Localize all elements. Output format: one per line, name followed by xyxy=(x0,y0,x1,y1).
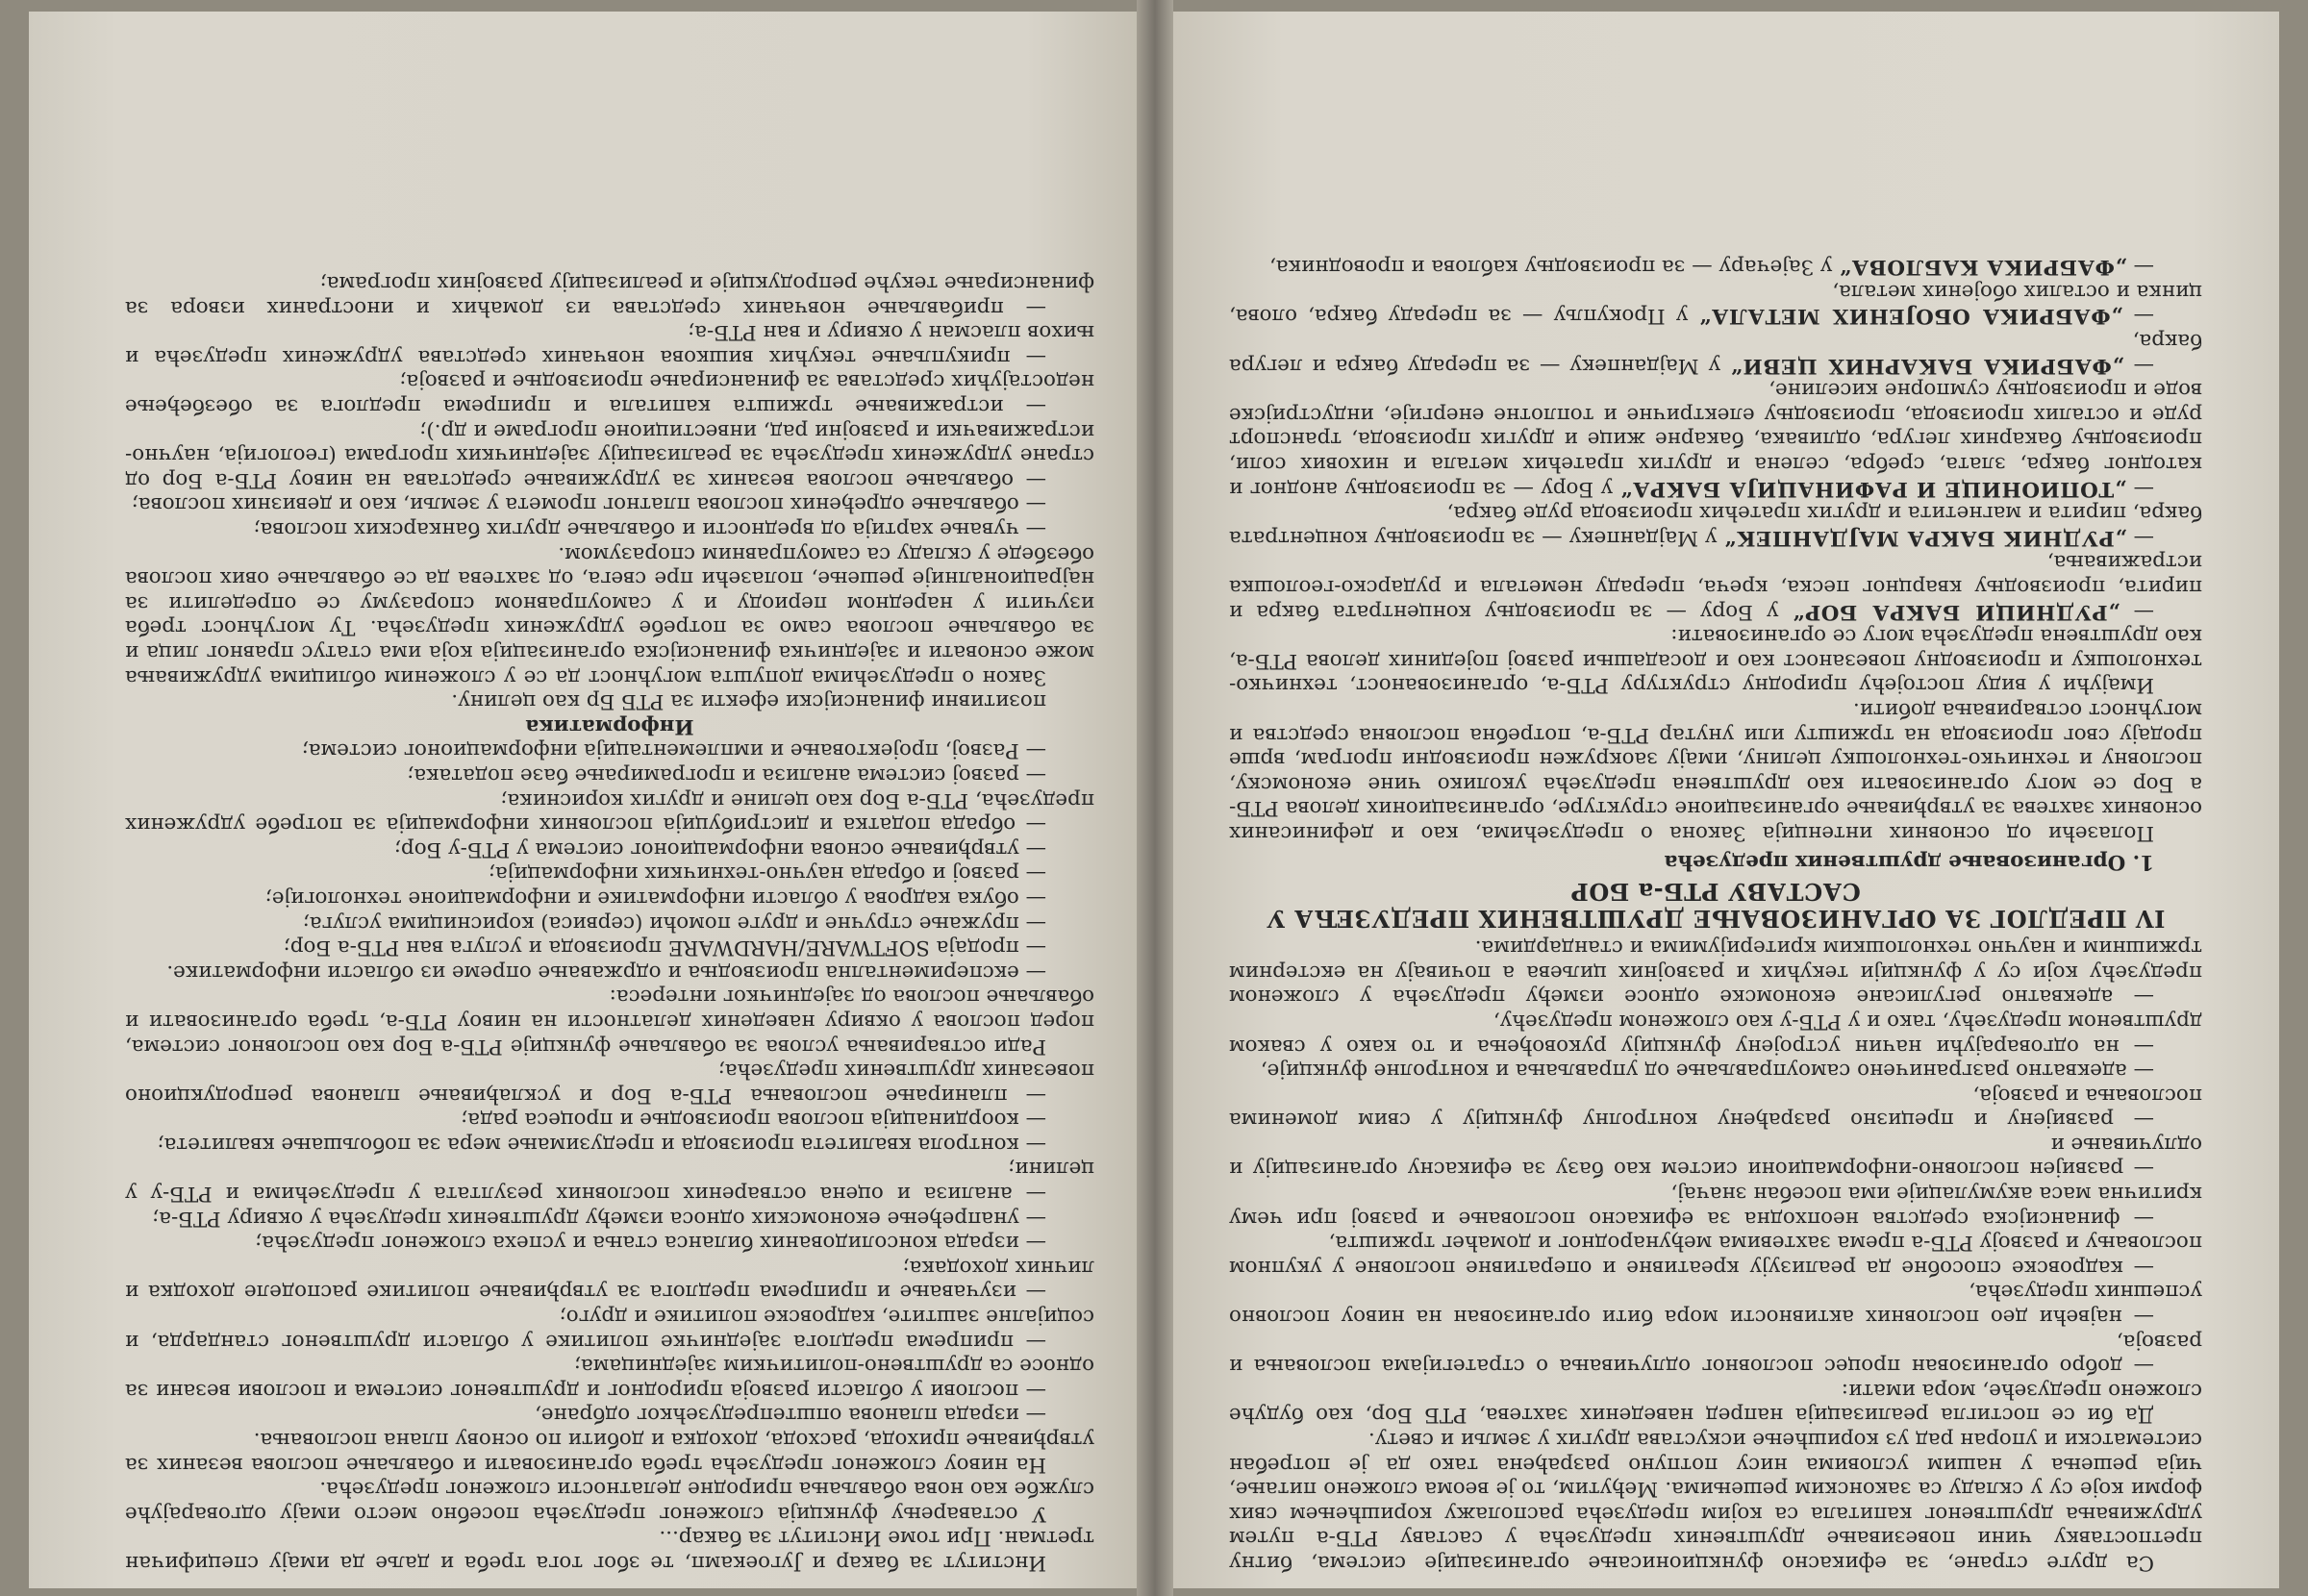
unit-description: у Бору — за производњу концентрата бакра и пирита, производњу кварцног песка, креча, прераду неметала и рударско-геолошка истраживања, xyxy=(1229,550,2202,624)
paragraph: — прикупљање текућих вишкова новчаних средстава удружених предузећа и њихов пласман у оквиру и ван РТБ-а; xyxy=(125,320,1094,369)
paragraph: — обављање послова везаних за удруживање средстава на нивоу РТБ-а Бор од стране удружених предузећа за реализацију заједничких програма (геологија, научно-истраживачки и развојни рад, инвестиционе програме и др.); xyxy=(125,418,1094,492)
unit-name: „ФАБРИКА БАКАРНИХ ЦЕВИ“ xyxy=(1730,353,2124,378)
unit-description: у Бору — за производњу анодног и катодног бакра, злата, сребра, селена и других пратећих метала и нихових соли, производњу бакарних легура, одливака, бакарне жице и других производа, транспорт руде и осталих производа, производњу електричне и топлотне енергије, индустријске воде и производњу сумпорне киселине, xyxy=(1229,378,2202,501)
paragraph: — послови у области развоја природног и друштвеног система и послови везани за односе са друштвено-политичким заједницама; xyxy=(125,1354,1094,1403)
unit-item xyxy=(1229,255,2202,280)
organizational-units-list xyxy=(1229,255,2202,624)
paragraph: — адекватно разграничено самоуправљање од управљања и контролне функције, xyxy=(1260,1059,2154,1084)
unit-name: „ФАБРИКА ОБОЈЕНИХ МЕТАЛА“ xyxy=(1698,304,2123,329)
paragraph: Са друге стране, за ефикасно функционисање организације система, битну претпоставку чини повезивање друштвених предузећа у саставу РТБ-а путем удруживања друштвеног капитала са којим предузећа располажу коришћењем свих форми које су у складу са законским решењима. Међутим, то је веома сложено питање, чија решења у нашим условима нису потпуно разрађена тако да је потребан систематски и упоран рад уз коришћење искустава других у земљи и свету. xyxy=(1229,1428,2202,1575)
unit-name: „ТОПИОНИЦЕ И РАФИНАЦИЈА БАКРА“ xyxy=(1619,476,2127,501)
paragraph: — прибављање новчаних средстава из домаћих и иностраних извора за финансирање текуће репродукције и реализацију развојних програма; xyxy=(125,271,1094,320)
paragraph: позитивни финансијски ефекти за РТБ Бр као целину. xyxy=(451,689,1046,714)
paragraph: — пружање стручне и друге помоћи (сервиса) корисницима услуга; xyxy=(302,910,1046,935)
list-dash: — xyxy=(2126,525,2154,550)
paragraph: — највећи део пословних активности мора бити организован на нивоу пословно успешних предузећа, xyxy=(1229,1280,2202,1330)
unit-name: „ФАБРИКА КАБЛОВА“ xyxy=(1839,255,2127,280)
section-title: 1. Организовање друштвених предузећа xyxy=(1664,849,2154,874)
unit-item xyxy=(1229,279,2202,328)
paragraph: — контрола квалитета производа и предузимање мера за побољшање квалитета; xyxy=(157,1132,1046,1157)
paragraph: — обрада податка и дистрибуција пословних информација за потребе удружених предузећа, РТБ-а Бор као целине и других корисника; xyxy=(125,787,1094,837)
paragraph: — развијену и прецизно разрађену контролну функцију у свим доменима пословања и развоја, xyxy=(1229,1083,2202,1133)
paragraph: — анализа и оцена остварених пословних резултата у предузећима и РТБ-у у целини; xyxy=(125,1157,1094,1207)
paragraph: — изучавање и припрема предлога за утврђивање политике расподеле доходка и личних доходака; xyxy=(125,1255,1094,1305)
paragraph: — адекватно регулисане економске односе између предузећа у сложеном предузећу који су у функцији текућих и развојних циљева а почивају на екстерним тржишним и научно технолошким критеријумима и стандардима. xyxy=(1229,935,2202,1010)
right-upper-paragraphs xyxy=(125,738,1094,1575)
paragraph: — продаја SOFTWARE/HARDWARE производа и услуга ван РТБ-а Бор; xyxy=(283,935,1046,960)
right-page xyxy=(29,12,1137,1588)
unit-item xyxy=(1229,329,2202,378)
paragraph: — на одговарајући начин устројену функцију руковођења и то како у сваком друштвеном предузећу, тако и у РТБ-у као сложеном предузећу, xyxy=(1229,1009,2202,1059)
paragraph: — координација послова производње и процеса рада; xyxy=(461,1108,1046,1133)
paragraph: — израда планова општепредузећког одбране, xyxy=(535,1403,1046,1428)
paragraph: — експериментална производња и одржавање опреме из области информатике. xyxy=(166,960,1046,985)
paragraph: Институт за бакар и Југоекамп, те због тога треба и даље да имају специфичан третман. При томе Институт за бакар... xyxy=(125,1526,1094,1575)
paragraph: Ради остваривања услова за обављање функције РТБ-а Бор као пословног система, поред послова у оквиру наведених делатности на нивоу РТБ-а, треба организовати и обављање послова од заједничког интереса: xyxy=(125,985,1094,1059)
unit-description: у Мајданпеку — за прераду бакра и легура бакра, xyxy=(1229,329,2202,378)
paragraph: — унапређење економских односа између друштвених предузећа у оквиру РТБ-а; xyxy=(152,1206,1046,1231)
paragraph: — истраживање тржишта капитала и припрема предлога за обезбеђење недостајућих средстава за финансирање производње и развоја; xyxy=(125,369,1094,419)
unit-description: у Зајечару — за производњу каблова и проводника, xyxy=(1269,255,1840,280)
paragraph: — планирање пословања РТБ-а Бор и усклађивање планова репродукционо повезаних друштвених предузећа; xyxy=(125,1059,1094,1108)
paragraph: — кадровске способне да реализују креативне и оперативне пословне у укупном пословању и развоју РТБ-а према захтевима међународног и домаћег тржишта, xyxy=(1229,1231,2202,1280)
book-gutter xyxy=(1137,0,1173,1596)
left-section-paragraphs xyxy=(1229,624,2202,845)
paragraph: — добро организован процес пословног одлучивања о стратегијама пословања и развоја, xyxy=(1229,1329,2202,1379)
paragraph: — утврђивање основа информационог система у РТБ-у Бор; xyxy=(393,836,1046,861)
unit-description: у Мајданпеку — за производњу концентрата бакра, пирита и магнетита и других пратећих производа руде бакра, xyxy=(1229,501,2202,550)
list-dash: — xyxy=(2126,476,2154,501)
paragraph: Имајући у виду постојећу природну структуру РТБ-а, организованост, техничко-технолошку и производну повезаност као и досадашњи развој појединих делова РТБ-а, као друштвена предузећа могу се организовати: xyxy=(1229,624,2202,698)
informatics-heading: Информатика xyxy=(525,713,694,738)
paragraph: — припрема предлога заједничке политике у области друштвеног стандарда, и социјалне заштите, кадровске политике и друго; xyxy=(125,1305,1094,1354)
paragraph: Да би се постигла реализација напред наведених захтева, РТБ Бор, као будуће сложено предузеће, мора имати: xyxy=(1229,1378,2202,1428)
paragraph: — обављање одређених послова платног промета у земљи, као и девизних послова; xyxy=(131,492,1046,517)
paragraph: — развој и обрада научно-техничких информација; xyxy=(488,861,1046,886)
list-dash: — xyxy=(2120,599,2154,624)
paragraph: — Развој, пројектовање и имплементација информационог система; xyxy=(301,738,1046,763)
paragraph: — обука кадрова у области информатике и информационе технологије; xyxy=(264,885,1046,910)
list-dash: — xyxy=(2123,353,2154,378)
paragraph: На нивоу сложеног предузећа треба организовати и обављање послова везаних за утврђивање прихода, расхода, доходка и добити по основу плана пословања. xyxy=(125,1428,1094,1477)
paragraph: — чување хартија од вредности и обављање других банкарских послова; xyxy=(253,517,1046,542)
list-dash: — xyxy=(2126,255,2154,280)
chapter-title: IV ПРЕДЛОГ ЗА ОРГАНИЗОВАЊЕ ДРУШТВЕНИХ ПРЕДУЗЕЋА У САСТАВУ РТБ-а БОР xyxy=(1266,877,2166,933)
unit-description: у Прокупљу — за прераду бакра, олова, цинка и осталих обојених метала, xyxy=(1229,279,2202,329)
unit-name: „РУДНИЦИ БАКРА БОР“ xyxy=(1792,599,2120,624)
paragraph: У оставарењу функција сложеног предузећа посебно место имају одговарајуће службе као нова обављања природне делатности сложеног предузећа. xyxy=(125,1477,1094,1526)
paragraph: Закон о предузећима допушта могућност да се у сложеним облицима удруживања може основати и заједничка финансијска организација која има статус правног лица и за обављање послова само за потребе удружених предузећа. Ту могућност треба изучити у наредном периоду и у самоуправном споразуму се определити за најрационалније решење, полазећи пре свега, од захтева да се обављање ових послова обезбеде у складу са самоуправним споразумом. xyxy=(125,541,1094,689)
unit-item xyxy=(1229,378,2202,501)
paragraph: — развијен пословно-информациони систем као базу за ефикасну организацију и одлучивање и xyxy=(1229,1132,2202,1182)
left-page xyxy=(1173,12,2279,1588)
paragraph: Полазећи од основних интенција Закона о предузећима, као и дефинисаних основних захтева за утврђивање организационе структуре, организационих делова РТБ-а Бор се могу организовати као друштвена предузећа уколико чине економску, пословну и техничко-технолошку целину, имају заокружен производни програм, врше продају свог производа на тржишту или унутар РТБ-а, потребна пословна средства и могућност остваривања добити. xyxy=(1229,698,2202,845)
unit-name: „РУДНИК БАКРА МАЈДАНПЕК“ xyxy=(1723,525,2127,550)
unit-item xyxy=(1229,550,2202,624)
unit-item xyxy=(1229,501,2202,550)
paragraph: — развој система анализа и програмирање базе података; xyxy=(407,763,1046,787)
paragraph: — израда консолидованих биланса стања и успеха сложеног предузећа; xyxy=(254,1231,1046,1256)
list-dash: — xyxy=(2122,304,2154,329)
right-lower-paragraphs xyxy=(125,271,1094,714)
left-intro-paragraphs xyxy=(1229,935,2202,1575)
paragraph: — финансијска средства неопходна за ефикасно пословање и развој при чему критична маса акумулације има посебан значај, xyxy=(1229,1182,2202,1231)
